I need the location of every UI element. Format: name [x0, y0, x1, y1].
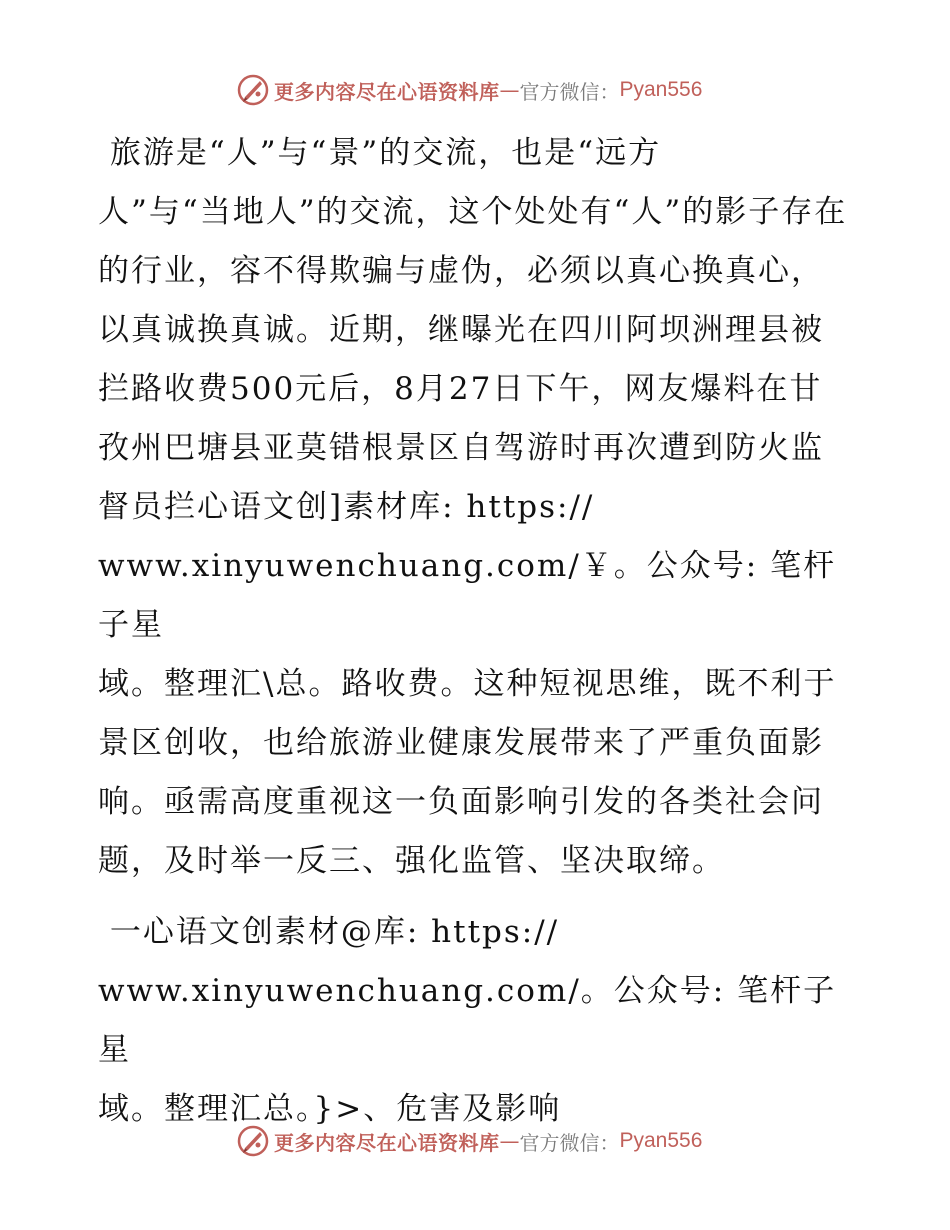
paragraph-2: 一心语文创素材@库: https:// www.xinyuwenchuang.com/。公众号: 笔杆子星 域。整理汇总。}>、危害及影响 — [98, 914, 837, 1127]
footer-wechat-label: 官方微信： — [519, 1130, 620, 1155]
quill-logo-icon — [236, 73, 270, 107]
page-header — [236, 72, 702, 108]
footer-brand-text: 更多内容尽在心语资料库 — [274, 1130, 500, 1155]
header-dash: — — [499, 78, 520, 102]
document-body — [98, 124, 850, 1139]
header-wechat-id: Pyan556 — [619, 78, 703, 101]
footer-wechat-id: Pyan556 — [619, 1129, 703, 1152]
header-brand-text: 更多内容尽在心语资料库 — [274, 79, 500, 104]
paragraph-1: 旅游是“人”与“景”的交流，也是“远方 人”与“当地人”的交流，这个处处有“人”的影子存在的行业，容不得欺骗与虚伪，必须以真心换真心，以真诚换真诚。近期，继曝光在四川阿坝洲理县被拦路收费500元后，8月27日下午，网友爆料在甘孜州巴塘县亚莫错根景区自驾游时再次遭到防火监督员拦心语文创]素材库: https:// www.xinyuwenchuang.com/￥。公众号: 笔杆子星 域。整理汇\总。路收费。这种短视思维，既不利于景区创收，也给旅游业健康发展带来了严重负面影响。亟需高度重视这一负面影响引发的各类社会问题，及时举一反三、强化监管、坚决取缔。 — [98, 135, 848, 879]
header-wechat-label: 官方微信： — [519, 79, 620, 104]
footer-dash: — — [499, 1129, 520, 1153]
page-footer — [236, 1123, 702, 1159]
quill-logo-icon — [236, 1124, 270, 1158]
